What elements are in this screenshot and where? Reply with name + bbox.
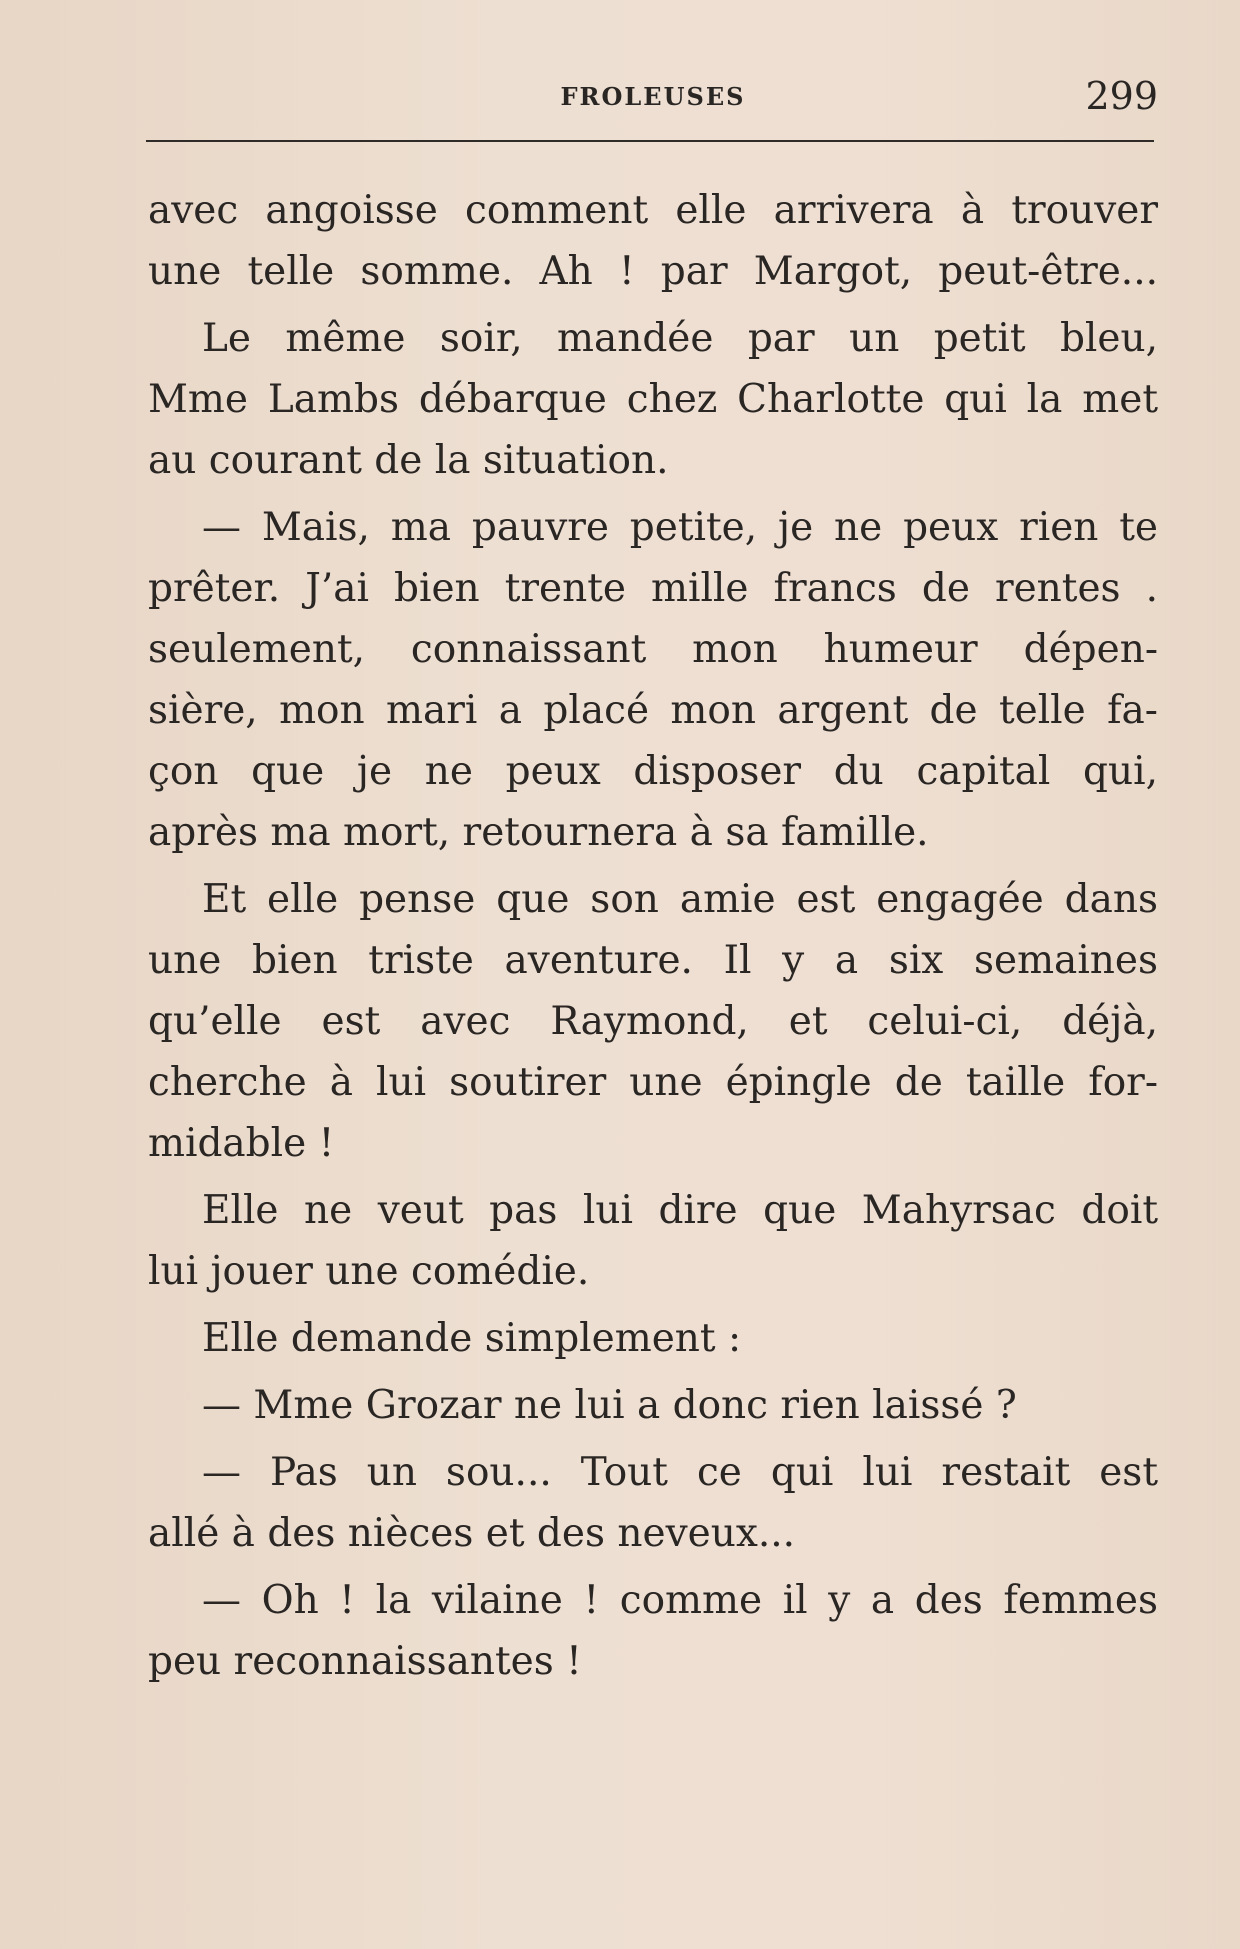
page-number: 299 [1085,74,1158,118]
text-line: au courant de la situation. [148,438,669,483]
text-line: — Mais, ma pauvre petite, je ne peux rien te [202,505,1158,550]
text-line: Le même soir, mandée par un petit bleu, [202,316,1158,361]
text-line: sière, mon mari a placé mon argent de telle fa- [148,688,1158,733]
text-line: une bien triste aventure. Il y a six semaines [148,938,1158,983]
text-line: peu reconnaissantes ! [148,1639,582,1684]
text-line: qu’elle est avec Raymond, et celui-ci, déjà, [148,999,1158,1044]
text-line: midable ! [148,1121,335,1166]
text-line: — Mme Grozar ne lui a donc rien laissé ? [202,1383,1017,1428]
text-line: seulement, connaissant mon humeur dépen- [148,627,1158,672]
text-line: Elle ne veut pas lui dire que Mahyrsac doit [202,1188,1158,1233]
text-line: Et elle pense que son amie est engagée dans [202,877,1158,922]
running-header [148,74,1158,122]
text-line: lui jouer une comédie. [148,1249,590,1294]
text-line: — Oh ! la vilaine ! comme il y a des femmes [202,1578,1158,1623]
running-title: FROLEUSES [560,82,746,111]
body-text [148,180,1158,1692]
text-line: prêter. J’ai bien trente mille francs de rentes . [148,566,1158,611]
text-line: allé à des nièces et des neveux... [148,1511,796,1556]
text-line: après ma mort, retournera à sa famille. [148,810,929,855]
text-line: Elle demande simplement : [202,1316,742,1361]
text-line: çon que je ne peux disposer du capital qui, [148,749,1158,794]
text-line: avec angoisse comment elle arrivera à trouver [148,188,1158,233]
text-line: — Pas un sou... Tout ce qui lui restait est [202,1450,1158,1495]
text-line: cherche à lui soutirer une épingle de taille for- [148,1060,1158,1105]
text-line: Mme Lambs débarque chez Charlotte qui la met [148,377,1158,422]
header-rule [146,140,1154,142]
text-line: une telle somme. Ah ! par Margot, peut-être... [148,249,1158,294]
